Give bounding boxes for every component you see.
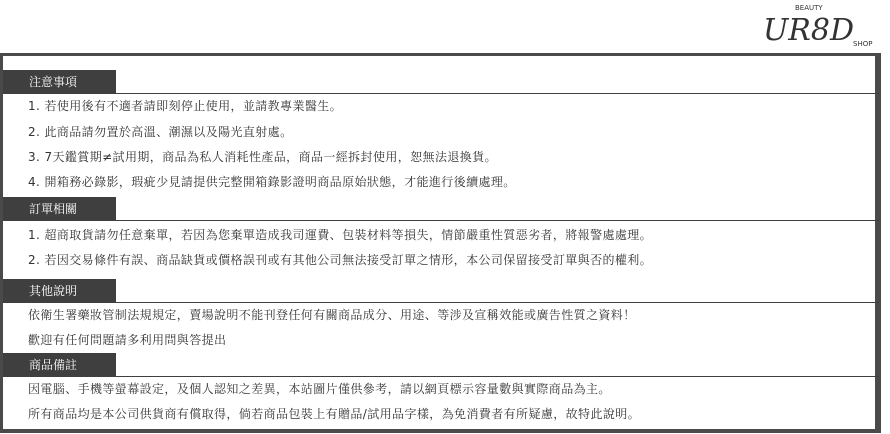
remarks-item: 所有商品均是本公司供貨商有償取得，倘若商品包裝上有贈品/試用品字樣，為免消費者有所疑慮，故特此說明。 [28,407,641,421]
section-divider [3,220,879,221]
brand-logo [755,0,885,54]
section-heading-orders: 訂單相關 [3,197,116,221]
orders-item: 1. 超商取貨請勿任意棄單，若因為您棄單造成我司運費、包裝材料等損失，情節嚴重性質惡劣者，將報警處處理。 [28,228,653,242]
brand-logo-mark [755,0,885,54]
section-heading-other: 其他說明 [3,279,116,303]
other-item: 依衛生署藥妝管制法規規定，賣場說明不能刊登任何有關商品成分、用途、等涉及宣稱效能或廣告性質之資料！ [28,308,636,322]
section-heading-notes: 注意事項 [3,70,116,94]
section-heading-remarks: 商品備註 [3,353,116,377]
notice-panel [0,53,881,433]
section-divider [3,93,879,94]
notes-item: 1. 若使用後有不適者請即刻停止使用，並請教專業醫生。 [28,99,343,113]
remarks-item: 因電腦、手機等螢幕設定，及個人認知之差異，本站圖片僅供參考，請以網頁標示容量數與實際商品為主。 [28,382,611,396]
brand-logo-bottom: SHOP [853,40,873,48]
notes-item: 4. 開箱務必錄影，瑕疵少見請提供完整開箱錄影證明商品原始狀態，才能進行後續處理。 [28,175,516,189]
section-divider [3,376,879,377]
notes-item: 2. 此商品請勿置於高溫、潮濕以及陽光直射處。 [28,125,293,139]
brand-logo-text: UR8D [763,13,855,48]
other-item: 歡迎有任何問題請多利用問與答提出 [28,333,227,347]
orders-item: 2. 若因交易條件有誤、商品缺貨或價格誤刊或有其他公司無法接受訂單之情形，本公司保留接受訂單與否的權利。 [28,253,653,267]
brand-logo-top: BEAUTY [795,4,823,12]
notes-item: 3. 7天鑑賞期≠試用期，商品為私人消耗性產品，商品一經拆封使用，恕無法退換貨。 [28,150,497,164]
section-divider [3,302,879,303]
